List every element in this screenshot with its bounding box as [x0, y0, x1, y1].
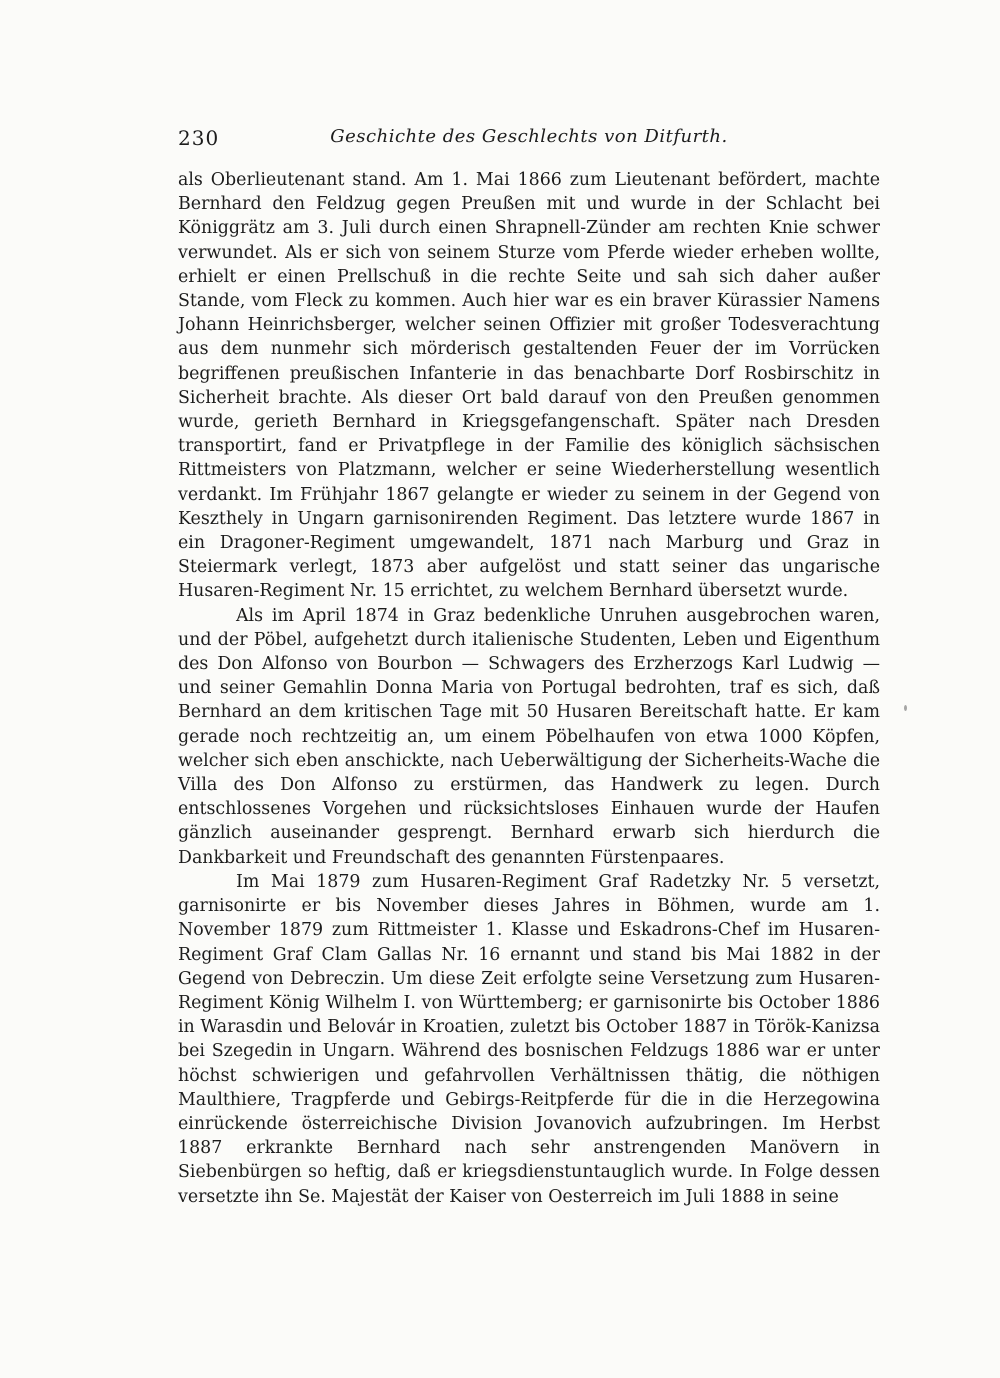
paragraph-2: Als im April 1874 in Graz bedenkliche Unruhen ausgebrochen waren, und der Pöbel, aufgehetzt durch italienische Studenten, Leben und Eigenthum des Don Alfonso von Bourbon — Schwagers des Erzherzogs Karl Ludwig — und seiner Gemahlin Donna Maria von Portugal bedrohten, traf es sich, daß Bernhard an dem kritischen Tage mit 50 Husaren Bereitschaft hatte. Er kam gerade noch rechtzeitig an, um einem Pöbelhaufen von etwa 1000 Köpfen, welcher sich eben anschickte, nach Ueberwältigung der Sicherheits-Wache die Villa des Don Alfonso zu erstürmen, das Handwerk zu legen. Durch entschlossenes Vorgehen und rücksichtsloses Einhauen wurde der Haufen gänzlich auseinander gesprengt. Bernhard erwarb sich hierdurch die Dankbarkeit und Freundschaft des genannten Fürstenpaares. [178, 605, 880, 868]
running-title: Geschichte des Geschlechts von Ditfurth. [330, 126, 728, 147]
body-text [178, 168, 880, 1209]
page-header [178, 118, 880, 154]
book-page [178, 118, 880, 1209]
paragraph-1: als Oberlieutenant stand. Am 1. Mai 1866 zum Lieutenant befördert, machte Bernhard den Feldzug gegen Preußen mit und wurde in der Schlacht bei Königgrätz am 3. Juli durch einen Shrapnell-Zünder am rechten Knie schwer verwundet. Als er sich von seinem Sturze vom Pferde wieder erheben wollte, erhielt er einen Prellschuß in die rechte Seite und sah sich daher außer Stande, vom Fleck zu kommen. Auch hier war es ein braver Kürassier Namens Johann Heinrichsberger, welcher seinen Offizier mit großer Todesverachtung aus dem nunmehr sich mörderisch gestaltenden Feuer der im Vorrücken begriffenen preußischen Infanterie in das benachbarte Dorf Rosbirschitz in Sicherheit brachte. Als dieser Ort bald darauf von den Preußen genommen wurde, gerieth Bernhard in Kriegsgefangenschaft. Später nach Dresden transportirt, fand er Privatpflege in der Familie des königlich sächsischen Rittmeisters von Platzmann, welcher er seine Wiederherstellung wesentlich verdankt. Im Frühjahr 1867 gelangte er wieder zu seinem in der Gegend von Keszthely in Ungarn garnisonirenden Regiment. Das letztere wurde 1867 in ein Dragoner-Regiment umgewandelt, 1871 nach Marburg und Graz in Steiermark verlegt, 1873 aber aufgelöst und statt seiner das ungarische Husaren-Regiment Nr. 15 errichtet, zu welchem Bernhard übersetzt wurde. [178, 170, 880, 602]
paragraph-3: Im Mai 1879 zum Husaren-Regiment Graf Radetzky Nr. 5 versetzt, garnisonirte er bis November dieses Jahres in Böhmen, wurde am 1. November 1879 zum Rittmeister 1. Klasse und Eskadrons-Chef im Husaren-Regiment Graf Clam Gallas Nr. 16 ernannt und stand bis Mai 1882 in der Gegend von Debreczin. Um diese Zeit erfolgte seine Versetzung zum Husaren-Regiment König Wilhelm I. von Württemberg; er garnisonirte bis October 1886 in Warasdin und Belovár in Kroatien, zuletzt bis October 1887 in Török-Kanizsa bei Szegedin in Ungarn. Während des bosnischen Feldzugs 1886 war er unter höchst schwierigen und gefahrvollen Verhältnissen thätig, die nöthigen Maulthiere, Tragpferde und Gebirgs-Reitpferde für die in die Herzegowina einrückende österreichische Division Jovanovich aufzubringen. Im Herbst 1887 erkrankte Bernhard nach sehr anstrengenden Manövern in Siebenbürgen so heftig, daß er kriegsdienstuntauglich wurde. In Folge dessen versetzte ihn Se. Majestät der Kaiser von Oesterreich im Juli 1888 in seine [178, 871, 880, 1207]
page-number: 230 [178, 126, 220, 150]
paper-speck [904, 705, 907, 711]
